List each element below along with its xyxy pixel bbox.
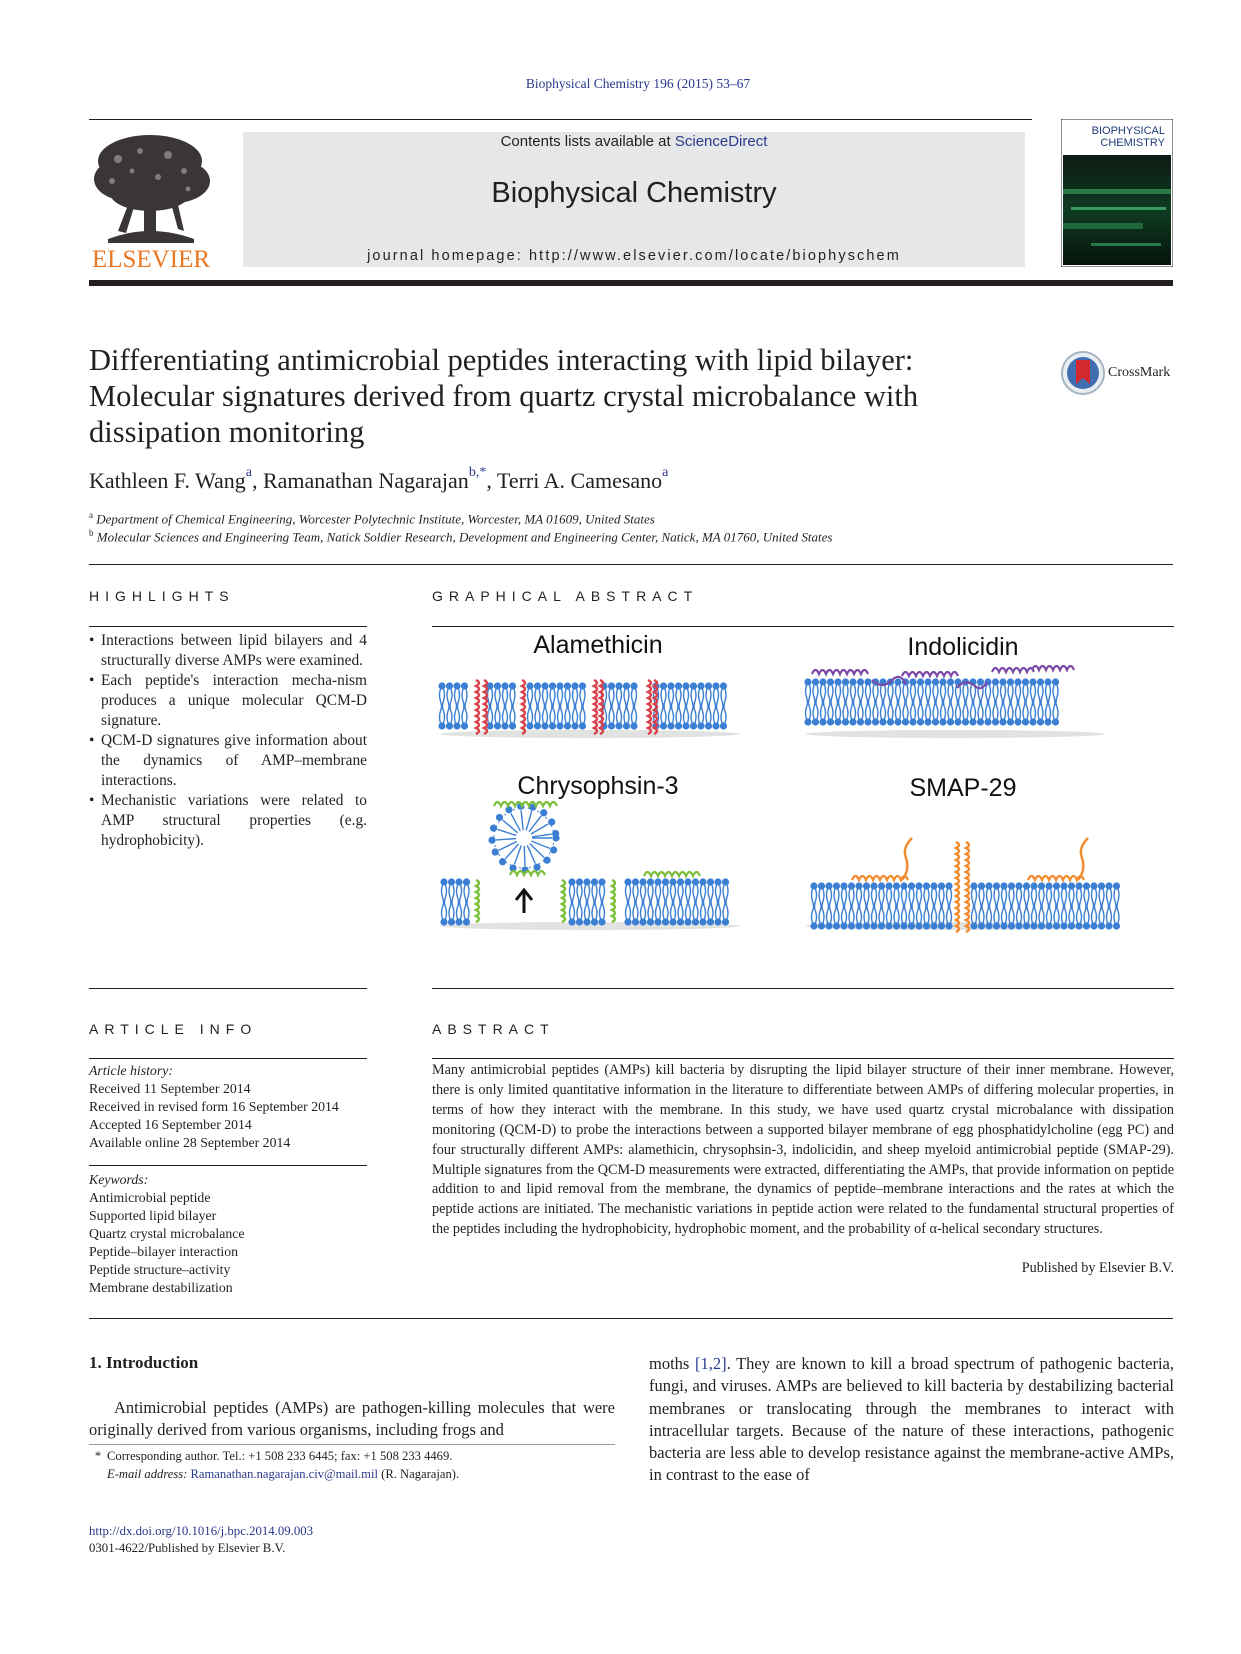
abstract-text: Many antimicrobial peptides (AMPs) kill bacteria by disrupting the lipid bilayer structure of their inner membrane. However, there is only limited quantitative information in the literature to differentiate between AMPs of differing molecular properties, in terms of how they interact with the membrane. In this study, we have used quartz crystal microbalance with dissipation monitoring (QCM-D) to probe the interactions between a supported bilayer membrane of egg phosphatidylcholine (egg PC) and four structurally different AMPs: alamethicin, chrysophsin-3, indolicidin, and sheep myeloid antimicrobial peptide (SMAP-29). Multiple signatures from the QCM-D measurements were extracted, differentiating the AMPs, that provide information on peptide addition to and lipid removal from the membrane, the dynamics of peptide–membrane interactions and the rates at which the peptide actions are initiated. The mechanistic variations in peptide action were related to the fundamental structural properties of the peptides including the hydrophobicity, hydrophobic moment, and the probability of α-helical secondary structures. [432, 1062, 1174, 1238]
chrysophsin-bilayer-segment [440, 878, 470, 925]
indolicidin-bilayer [804, 678, 1059, 725]
graphical-abstract-figure [432, 630, 1174, 950]
author-name: Ramanathan Nagarajan [262, 468, 469, 493]
micelle-lipid-head [496, 814, 503, 821]
crossmark-badge[interactable] [1060, 350, 1180, 396]
highlights-list [89, 631, 367, 851]
elsevier-logo [88, 131, 214, 271]
journal-cover[interactable] [1061, 119, 1173, 267]
alamethicin-bilayer-segment [652, 682, 727, 729]
micelle-lipid-tail [497, 829, 516, 835]
indolicidin-peptide [992, 668, 1034, 672]
history-item: Received 11 September 2014 [89, 1081, 251, 1096]
keyword-item: Antimicrobial peptide [89, 1190, 211, 1205]
abstract-heading: ABSTRACT [432, 1021, 555, 1037]
alamethicin-bilayer-segment [438, 682, 468, 729]
micelle-lipid-head [548, 818, 555, 825]
section-rule [432, 988, 1174, 989]
micelle-lipid-head [533, 864, 540, 871]
elsevier-wordmark: ELSEVIER [91, 246, 211, 271]
micelle-lipid-tail [521, 810, 523, 830]
author-list: Kathleen F. Wang$^a$, Ramanathan Nagarajan$^{b,*}$, Terri A. Camesano$^a$ [89, 465, 669, 493]
article-title: Differentiating antimicrobial peptides interacting with lipid bilayer: Molecular signatures derived from quartz crystal microbalance with dissipation monitoring [89, 343, 919, 449]
highlights-rule [89, 626, 367, 627]
micelle-lipid-tail [526, 811, 532, 830]
sciencedirect-link[interactable]: ScienceDirect [674, 133, 768, 150]
header-rule [89, 119, 1032, 120]
micelle-lipid-head [490, 825, 497, 832]
abstract-published: Published by Elsevier B.V. [1021, 1260, 1174, 1276]
micelle-lipid-tail [496, 839, 516, 840]
micelle-lipid-head [488, 837, 495, 844]
smap29-peptide [852, 876, 908, 880]
author-name: Kathleen F. Wang [89, 468, 246, 493]
affiliation-a: $^a$ Department of Chemical Engineering, Worcester Polytechnic Institute, Worcester, MA 01609, United States [89, 510, 655, 527]
graphical-abstract-heading: GRAPHICAL ABSTRACT [432, 588, 699, 604]
issn-line: 0301-4622/Published by Elsevier B.V. [89, 1541, 286, 1555]
keywords [89, 1171, 245, 1297]
highlight-item: • Interactions between lipid bilayers and 4 structurally diverse AMPs were examined. [89, 631, 367, 671]
journal-reference[interactable]: Biophysical Chemistry 196 (2015) 53–67 [525, 76, 751, 91]
chrysophsin-peptide [644, 872, 700, 876]
section-rule [89, 988, 367, 989]
footnote-rule [89, 1444, 615, 1445]
arrow-up-icon [516, 890, 532, 913]
micelle-lipid-head [499, 858, 506, 865]
alamethicin-peptide [522, 680, 525, 734]
introduction-left-column: Antimicrobial peptides (AMPs) are pathogen-killing molecules that were originally derived from various organisms, including frogs and [89, 1398, 615, 1440]
section-rule [89, 1318, 1173, 1319]
history-item: Available online 28 September 2014 [89, 1135, 291, 1150]
tree-logo-icon [88, 131, 214, 271]
keywords-rule [89, 1165, 367, 1166]
panel-title-indolicidin: Indolicidin [907, 633, 1019, 661]
keyword-item: Quartz crystal microbalance [89, 1226, 245, 1241]
highlight-item: • QCM-D signatures give information about the dynamics of AMP–membrane interactions. [89, 731, 367, 791]
history-item: Received in revised form 16 September 2014 [89, 1099, 339, 1114]
author-name: Terri A. Camesano [496, 468, 663, 493]
cover-title-1: BIOPHYSICAL [1091, 125, 1165, 137]
contents-line: Contents lists available at ScienceDirect [500, 133, 768, 150]
journal-banner [243, 132, 1025, 267]
alamethicin-bilayer-segment [486, 682, 516, 729]
article-info-rule [89, 1058, 367, 1059]
indolicidin-peptide [1032, 666, 1074, 670]
history-label: Article history: [89, 1063, 173, 1078]
chrysophsin-bilayer-segment [624, 878, 729, 925]
panel-title-chrysophsin: Chrysophsin-3 [517, 772, 679, 800]
highlight-item: • Each peptide's interaction mecha-nism produces a unique molecular QCM-D signature. [89, 671, 367, 731]
smap29-peptide [1078, 838, 1088, 880]
smap29-peptide [956, 842, 959, 932]
alamethicin-peptide [648, 680, 651, 734]
alamethicin-peptide [594, 680, 597, 734]
micelle-lipid-tail [532, 834, 552, 837]
cover-title-2: CHEMISTRY [1100, 137, 1165, 149]
micelle-lipid-head [505, 806, 512, 813]
indolicidin-peptide [902, 672, 958, 676]
affiliation-b: $^b$ Molecular Sciences and Engineering Team, Natick Soldier Research, Development and Engineering Center, Natick, MA 01760, United States [89, 528, 833, 545]
graphical-abstract-rule [432, 626, 1174, 627]
crossmark-label: CrossMark [1108, 365, 1171, 380]
panel-title-alamethicin: Alamethicin [533, 631, 663, 659]
keyword-item: Supported lipid bilayer [89, 1208, 217, 1223]
alamethicin-bilayer-segment [600, 682, 637, 729]
keyword-item: Membrane destabilization [89, 1280, 233, 1295]
abstract-rule [432, 1058, 1174, 1059]
doi-link[interactable]: http://dx.doi.org/10.1016/j.bpc.2014.09.003 [89, 1524, 314, 1538]
chrysophsin-peptide [494, 802, 557, 806]
history-item: Accepted 16 September 2014 [89, 1117, 252, 1132]
chrysophsin-bilayer-segment [568, 878, 605, 925]
doi-block [89, 1523, 313, 1557]
chrysophsin-peptide [476, 880, 479, 922]
article-history [89, 1062, 339, 1152]
smap29-peptide [1028, 876, 1084, 880]
chrysophsin-peptide [562, 880, 565, 922]
chrysophsin-peptide [510, 871, 545, 875]
keyword-item: Peptide–bilayer interaction [89, 1244, 239, 1259]
panel-title-smap29: SMAP-29 [909, 774, 1017, 802]
journal-homepage[interactable]: journal homepage: http://www.elsevier.com/locate/biophyschem [367, 248, 901, 264]
alamethicin-peptide [476, 680, 479, 734]
smap29-peptide [902, 838, 912, 880]
journal-name: Biophysical Chemistry [491, 177, 777, 209]
indolicidin-peptide [812, 670, 868, 674]
header-thick-rule [89, 280, 1173, 286]
micelle-lipid-head [543, 857, 550, 864]
micelle-lipid-tail [524, 846, 525, 866]
micelle-lipid-head [550, 846, 557, 853]
article-info-heading: ARTICLE INFO [89, 1021, 258, 1037]
alamethicin-peptide [484, 680, 487, 734]
author-affil-link[interactable]: a [662, 465, 669, 480]
smap29-peptide [966, 842, 969, 932]
micelle-lipid-head [492, 848, 499, 855]
author-affil-link[interactable]: a [245, 465, 252, 480]
highlight-item: • Mechanistic variations were related to AMP structural properties (e.g. hydrophobicity). [89, 791, 367, 851]
corresponding-footnote: * Corresponding author. Tel.: +1 508 233 6445; fax: +1 508 233 4469. [94, 1449, 453, 1463]
micelle-lipid-head [540, 809, 547, 816]
membrane-shadow [805, 730, 1105, 738]
introduction-right-column: moths [1,2]. They are known to kill a broad spectrum of pathogenic bacteria, fungi, and viruses. AMPs are believed to kill bacteria by destabilizing bacterial membranes or translocating through the membranes to interact with intracellular targets. Because of the nature of these interactions, pathogenic bacteria are less able to develop resistance against the membrane-active AMPs, in contrast to the ease of [649, 1354, 1175, 1485]
author-affil-link[interactable]: b,* [468, 465, 487, 480]
highlights-heading: HIGHLIGHTS [89, 588, 235, 604]
email-footnote: E-mail address: Ramanathan.nagarajan.civ@mail.mil (R. Nagarajan). [107, 1467, 460, 1481]
crossmark-icon [1060, 350, 1106, 396]
keywords-label: Keywords: [89, 1172, 149, 1187]
micelle-lipid-head [552, 830, 559, 837]
section-rule [89, 564, 1173, 565]
chrysophsin-peptide [612, 880, 615, 922]
keyword-item: Peptide structure–activity [89, 1262, 231, 1277]
introduction-heading: 1. Introduction [89, 1353, 199, 1372]
email-link[interactable]: Ramanathan.nagarajan.civ@mail.mil [190, 1467, 378, 1481]
citation-link[interactable]: [1,2] [694, 1354, 727, 1373]
alamethicin-bilayer-segment [526, 682, 586, 729]
